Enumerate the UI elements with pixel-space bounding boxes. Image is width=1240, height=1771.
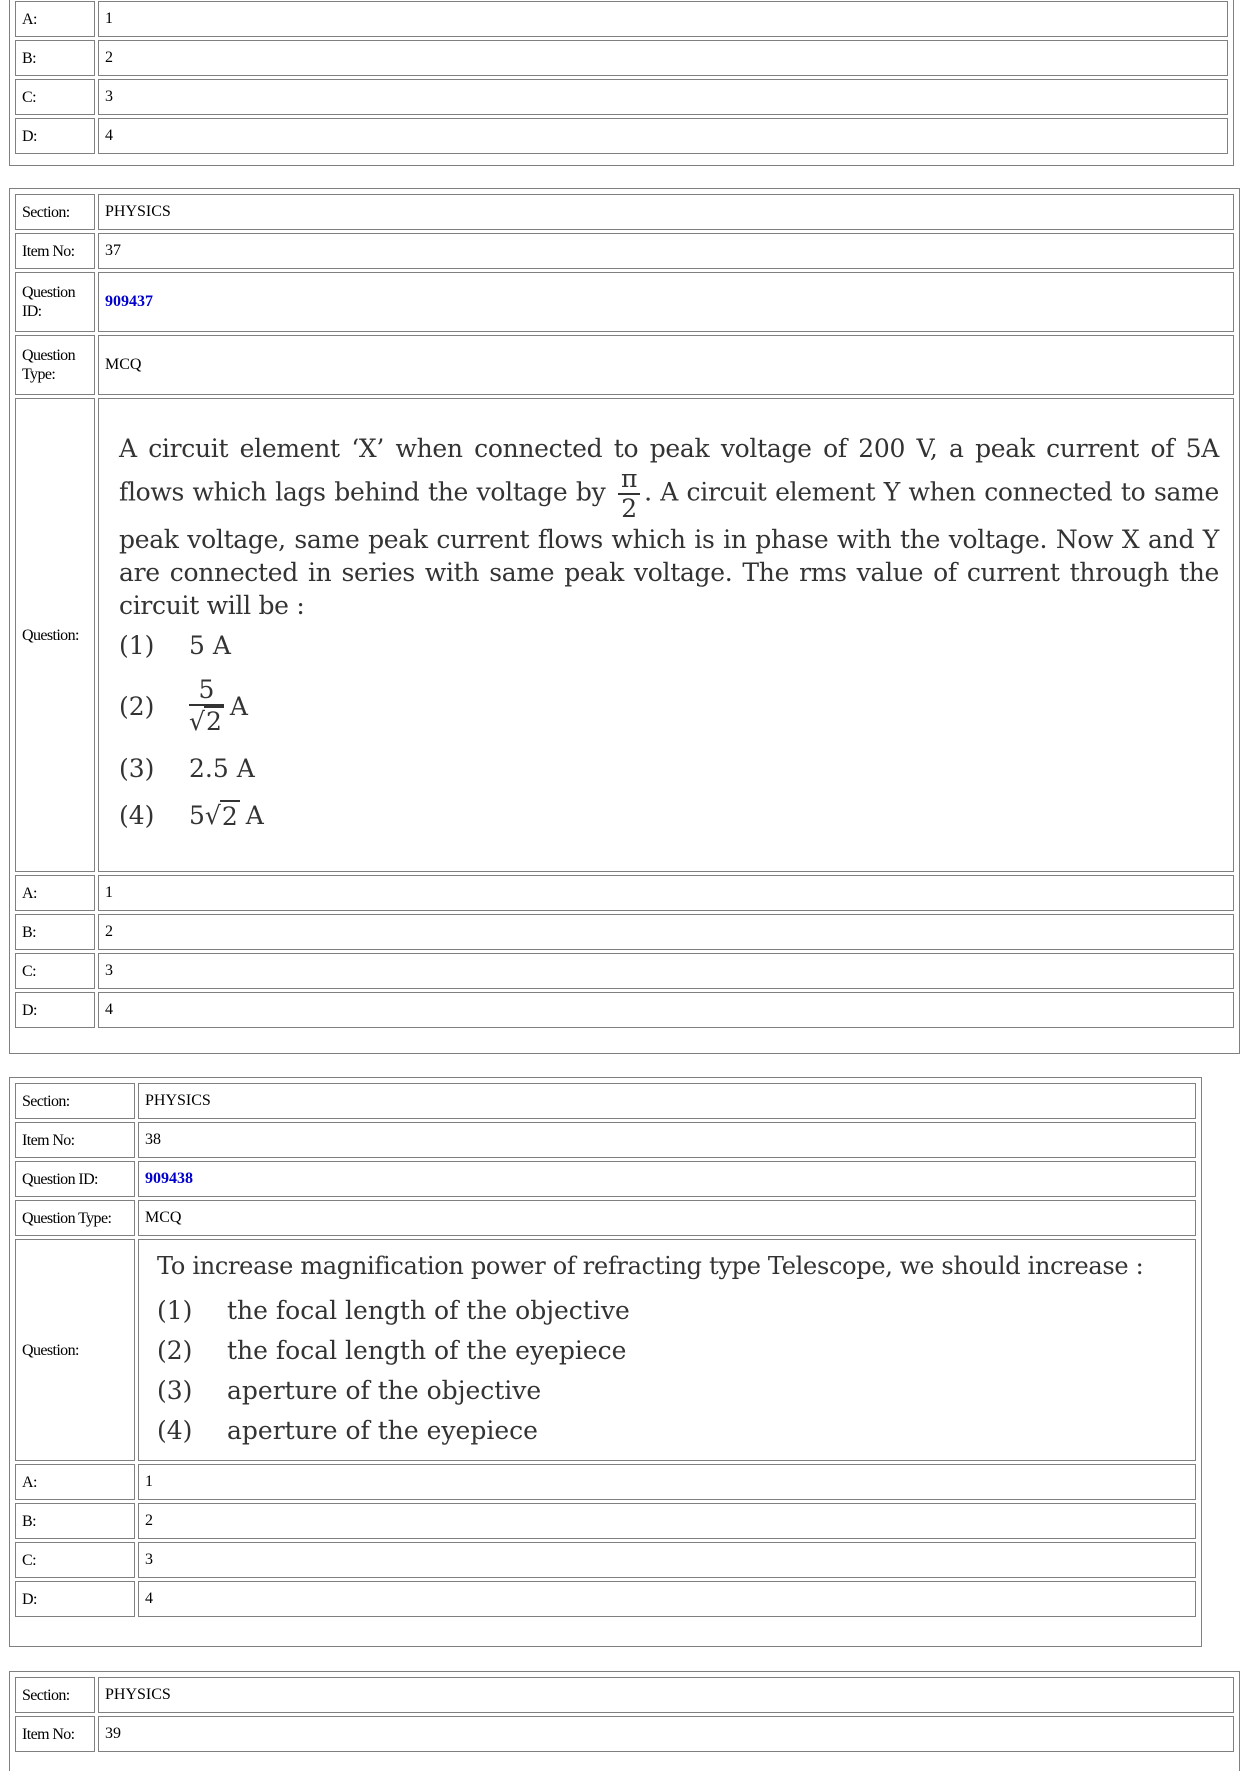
option-1: (1) 5 A <box>119 630 231 660</box>
option-d-label: D: <box>15 118 95 154</box>
section-label: Section: <box>15 1083 135 1119</box>
question-body <box>138 1239 1196 1461</box>
question-body <box>98 398 1234 872</box>
option-b-label: B: <box>15 1503 135 1539</box>
section-label: Section: <box>15 1677 95 1713</box>
item-no-label: Item No: <box>15 1716 95 1752</box>
option-d-value: 4 <box>98 118 1228 154</box>
option-b-value: 2 <box>98 40 1228 76</box>
option-c-label: C: <box>15 953 95 989</box>
question-type-value: MCQ <box>98 335 1234 395</box>
option-2: (2) $\frac{5}{√2}$ A <box>119 675 248 736</box>
question-id-value: 909437 <box>98 272 1234 332</box>
section-label: Section: <box>15 194 95 230</box>
question-id-value: 909438 <box>138 1161 1196 1197</box>
item-no-label: Item No: <box>15 1122 135 1158</box>
item-no-value: 38 <box>138 1122 1196 1158</box>
item-no-value: 37 <box>98 233 1234 269</box>
item-no-label: Item No: <box>15 233 95 269</box>
option-2: (2) the focal length of the eyepiece <box>157 1335 627 1365</box>
question-label: Question: <box>15 398 95 872</box>
question-label: Question: <box>15 1239 135 1461</box>
option-3: (3) aperture of the objective <box>157 1375 542 1405</box>
option-c-label: C: <box>15 1542 135 1578</box>
section-value: PHYSICS <box>98 1677 1234 1713</box>
question-block-38 <box>9 1077 1202 1647</box>
question-block-39 <box>9 1671 1240 1771</box>
section-value: PHYSICS <box>98 194 1234 230</box>
option-b-value: 2 <box>138 1503 1196 1539</box>
pi-over-2-fraction: $\frac{\pi}{2}$ <box>618 465 640 523</box>
option-d-value: 4 <box>98 992 1234 1028</box>
option-a-value: 1 <box>98 875 1234 911</box>
question-block-36-tail <box>9 0 1234 166</box>
question-type-value: MCQ <box>138 1200 1196 1236</box>
option-4: (4) 5 √ 2 A <box>119 800 264 831</box>
question-text: To increase magnification power of refracting type Telescope, we should increase : <box>157 1252 1144 1280</box>
option-b-label: B: <box>15 914 95 950</box>
option-3: (3) 2.5 A <box>119 753 255 783</box>
option-c-value: 3 <box>98 953 1234 989</box>
option-a-label: A: <box>15 875 95 911</box>
section-value: PHYSICS <box>138 1083 1196 1119</box>
question-text: A circuit element ‘X’ when connected to peak voltage of 200 V, a peak current of 5A flows which lags behind the voltage by $\frac{\pi}{2}$ . A circuit element Y when connected to same peak voltage, same peak current flows which is in phase with the voltage. Now X and Y are connected in series with same peak voltage. The rms value of current through the circuit will be : <box>119 434 1219 620</box>
option-c-label: C: <box>15 79 95 115</box>
question-id-label: Question ID: <box>15 272 95 332</box>
question-type-label: Question Type: <box>15 335 95 395</box>
option-a-label: A: <box>15 1464 135 1500</box>
option-1: (1) the focal length of the objective <box>157 1295 630 1325</box>
option-b-value: 2 <box>98 914 1234 950</box>
option-d-label: D: <box>15 992 95 1028</box>
option-c-value: 3 <box>138 1542 1196 1578</box>
option-a-label: A: <box>15 1 95 37</box>
question-id-label: Question ID: <box>15 1161 135 1197</box>
option-d-label: D: <box>15 1581 135 1617</box>
question-type-label: Question Type: <box>15 1200 135 1236</box>
option-c-value: 3 <box>98 79 1228 115</box>
question-block-37 <box>9 188 1240 1054</box>
option-4: (4) aperture of the eyepiece <box>157 1415 538 1445</box>
option-a-value: 1 <box>138 1464 1196 1500</box>
option-a-value: 1 <box>98 1 1228 37</box>
item-no-value: 39 <box>98 1716 1234 1752</box>
option-d-value: 4 <box>138 1581 1196 1617</box>
option-b-label: B: <box>15 40 95 76</box>
